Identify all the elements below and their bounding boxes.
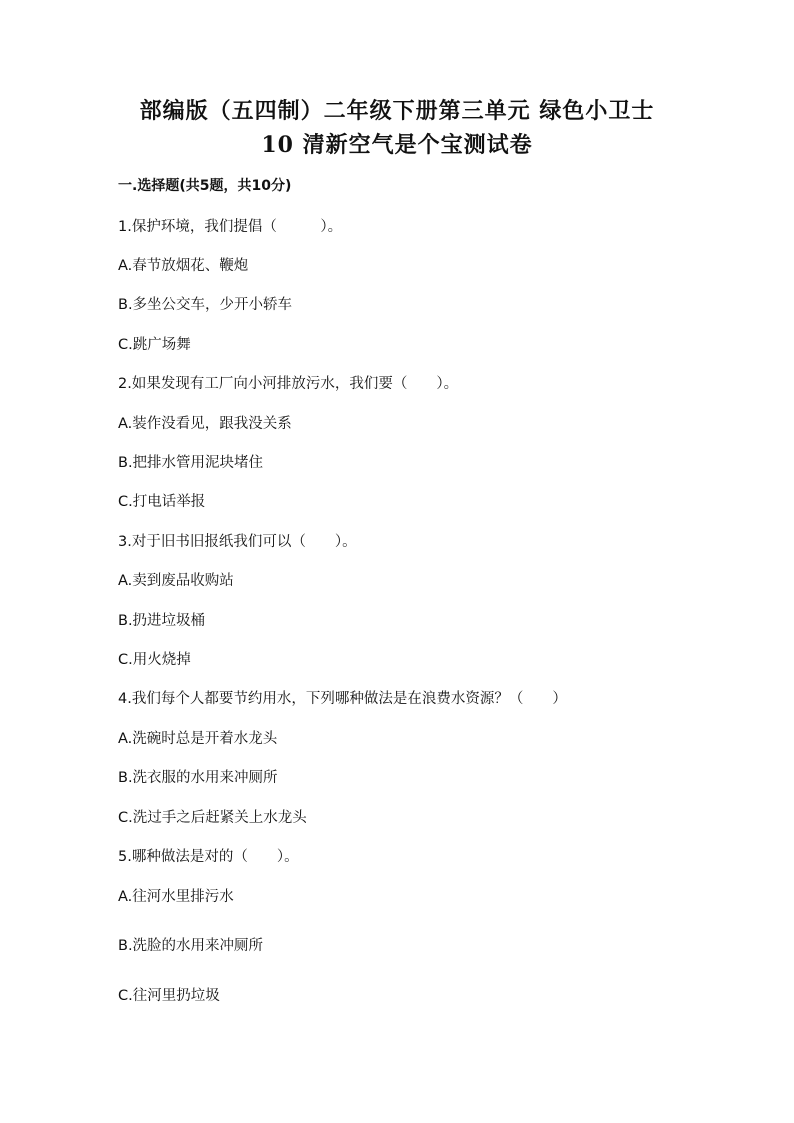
question-2-option-b: B.把排水管用泥块堵住 xyxy=(118,455,264,471)
question-4-option-b: B.洗衣服的水用来冲厕所 xyxy=(118,770,278,786)
question-5-option-b: B.洗脸的水用来冲厕所 xyxy=(118,938,264,954)
question-2-option-a: A.装作没看见，跟我没关系 xyxy=(118,416,292,432)
question-3-option-a: A.卖到废品收购站 xyxy=(118,573,234,589)
question-3-option-b: B.扔进垃圾桶 xyxy=(118,613,206,629)
question-1-option-b: B.多坐公交车，少开小轿车 xyxy=(118,297,293,313)
question-3-stem: 3.对于旧书旧报纸我们可以（ ）。 xyxy=(118,534,357,550)
question-4-stem: 4.我们每个人都要节约用水，下列哪种做法是在浪费水资源？（ ） xyxy=(118,691,567,707)
question-5-option-a: A.往河水里排污水 xyxy=(118,889,234,905)
question-5-option-c: C.往河里扔垃圾 xyxy=(118,988,220,1004)
question-2-stem: 2.如果发现有工厂向小河排放污水，我们要（ ）。 xyxy=(118,376,459,392)
question-1-option-c: C.跳广场舞 xyxy=(118,337,191,353)
question-1-stem: 1.保护环境，我们提倡（ ）。 xyxy=(118,219,343,235)
section-heading: 一.选择题(共5题，共10分) xyxy=(118,178,292,194)
question-3-option-c: C.用火烧掉 xyxy=(118,652,191,668)
question-4-option-a: A.洗碗时总是开着水龙头 xyxy=(118,731,278,747)
page-title-line-2: 10 清新空气是个宝测试卷 xyxy=(261,132,533,158)
question-2-option-c: C.打电话举报 xyxy=(118,494,206,510)
page-title-line-1: 部编版（五四制）二年级下册第三单元 绿色小卫士 xyxy=(139,98,655,124)
question-1-option-a: A.春节放烟花、鞭炮 xyxy=(118,258,249,274)
question-5-stem: 5.哪种做法是对的（ ）。 xyxy=(118,849,299,865)
question-4-option-c: C.洗过手之后赶紧关上水龙头 xyxy=(118,810,307,826)
